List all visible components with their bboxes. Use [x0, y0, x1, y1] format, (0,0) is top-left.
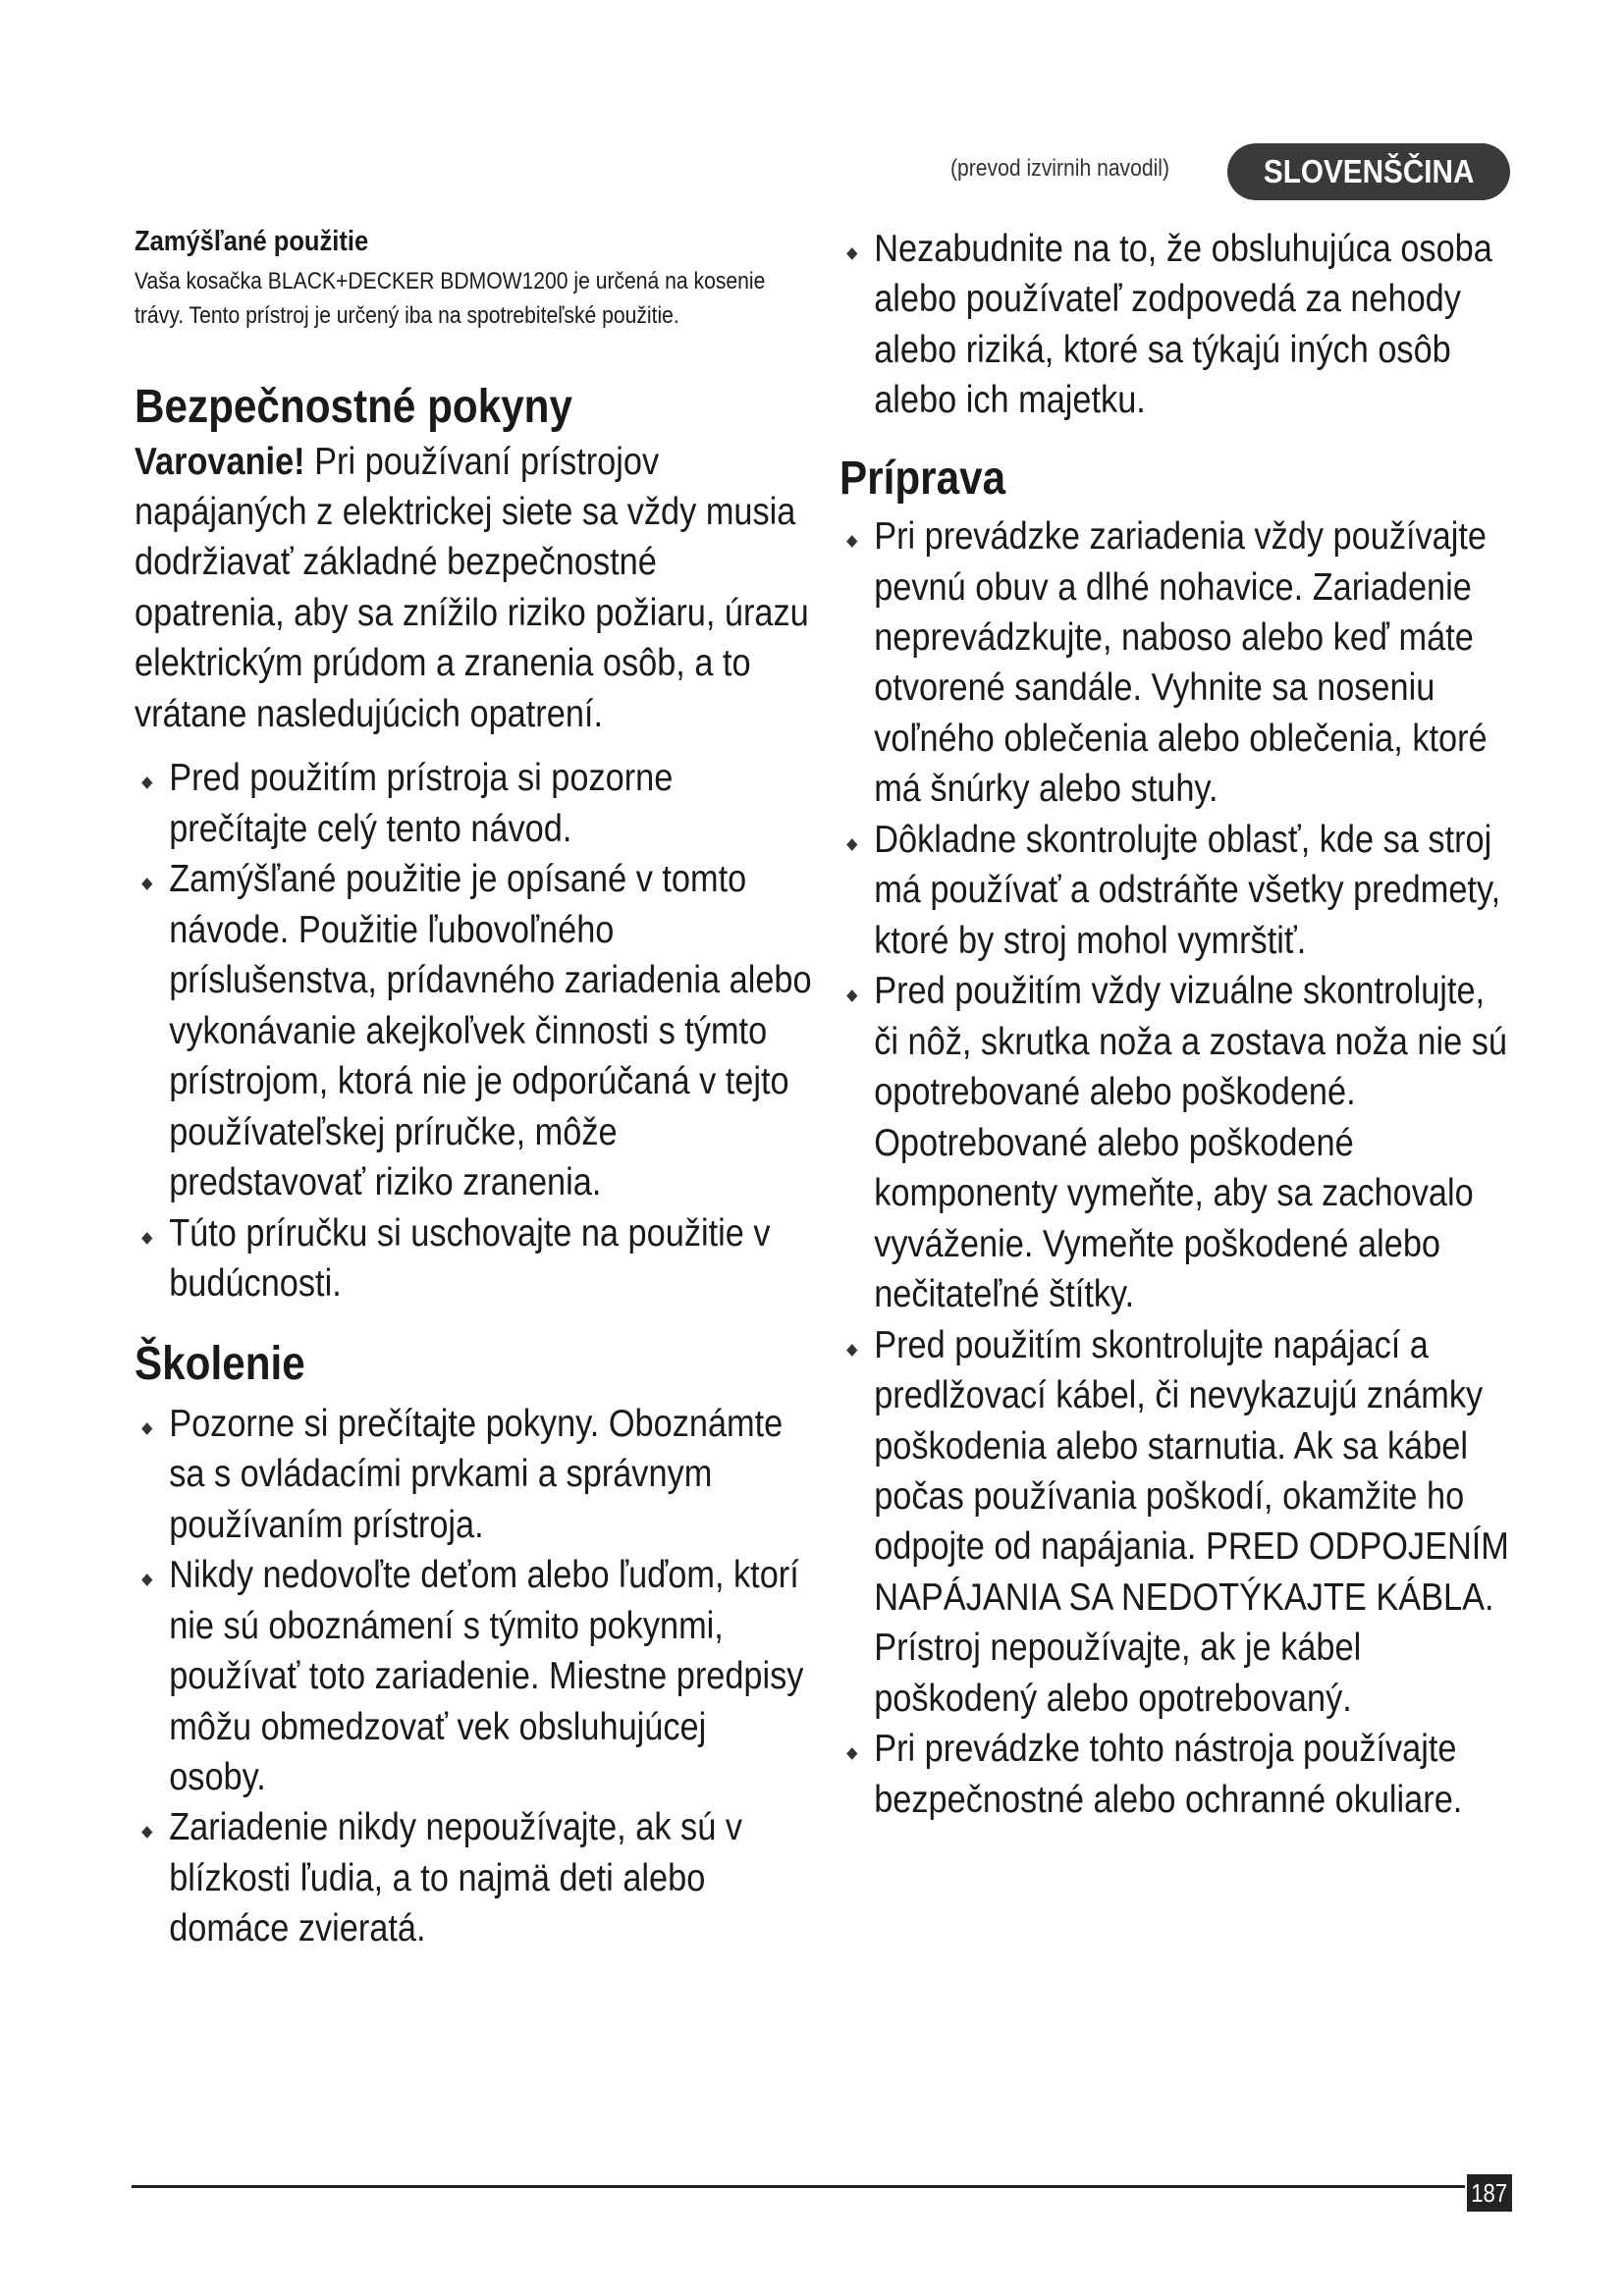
intended-use-text: Vaša kosačka BLACK+DECKER BDMOW1200 je určená na kosenie trávy. Tento prístroj je určený iba na spotrebiteľské použitie.	[135, 268, 766, 329]
training-title: Školenie	[135, 1337, 305, 1390]
list-item: Túto príručku si uschovajte na použitie v budúcnosti.	[135, 1208, 812, 1309]
preparation-section	[839, 452, 1517, 1825]
safety-section	[135, 380, 812, 1308]
list-item: Nikdy nedovoľte deťom alebo ľuďom, ktorí nie sú oboznámení s týmito pokynmi, používať toto zariadenie. Miestne predpisy môžu obmedzovať vek obsluhujúcej osoby.	[135, 1550, 812, 1802]
left-column	[135, 224, 812, 1954]
list-item: Pri prevádzke zariadenia vždy používajte pevnú obuv a dlhé nohavice. Zariadenie neprevádzkujte, naboso alebo keď máte otvorené sandále. Vyhnite sa noseniu voľného oblečenia alebo oblečenia, ktoré má šnúrky alebo stuhy.	[839, 511, 1517, 815]
intended-use-section	[135, 224, 812, 333]
preparation-title: Príprava	[839, 452, 1006, 505]
list-item: Pri prevádzke tohto nástroja používajte bezpečnostné alebo ochranné okuliare.	[839, 1724, 1517, 1825]
warning-text: Pri používaní prístrojov napájaných z elektrickej siete sa vždy musia dodržiavať základné bezpečnostné opatrenia, aby sa znížilo riziko požiaru, úrazu elektrickým prúdom a zranenia osôb, a to vrátane nasledujúcich opatrení.	[135, 440, 809, 735]
safety-title: Bezpečnostné pokyny	[135, 381, 572, 434]
language-label: SLOVENŠČINA	[1263, 153, 1475, 189]
safety-list	[135, 753, 812, 1308]
page-number: 187	[1471, 2177, 1508, 2208]
list-item: Dôkladne skontrolujte oblasť, kde sa stroj má používať a odstráňte všetky predmety, ktoré by stroj mohol vymrštiť.	[839, 815, 1517, 966]
right-column	[839, 224, 1517, 1825]
preparation-list	[839, 511, 1517, 1825]
training-list	[135, 1399, 812, 1954]
translation-note: (prevod izvirnih navodil)	[950, 155, 1170, 182]
footer-rule	[132, 2185, 1465, 2188]
safety-warning	[135, 437, 812, 740]
warning-label: Varovanie!	[135, 440, 305, 483]
list-item: Zariadenie nikdy nepoužívajte, ak sú v blízkosti ľudia, a to najmä deti alebo domáce zvieratá.	[135, 1802, 812, 1953]
list-item: Pred použitím prístroja si pozorne prečítajte celý tento návod.	[135, 753, 812, 854]
intended-use-title: Zamýšľané použitie	[135, 226, 369, 257]
list-item: Nezabudnite na to, že obsluhujúca osoba alebo používateľ zodpovedá za nehody alebo riziká, ktoré sa týkajú iných osôb alebo ich majetku.	[839, 224, 1517, 426]
list-item: Pozorne si prečítajte pokyny. Oboznámte sa s ovládacími prvkami a správnym používaním prístroja.	[135, 1399, 812, 1550]
training-section	[135, 1337, 812, 1954]
page-number-box	[1467, 2174, 1512, 2212]
list-item: Zamýšľané použitie je opísané v tomto návode. Použitie ľubovoľného príslušenstva, prídavného zariadenia alebo vykonávanie akejkoľvek činnosti s týmto prístrojom, ktorá nie je odporúčaná v tejto používateľskej príručke, môže predstavovať riziko zranenia.	[135, 854, 812, 1207]
language-badge	[1227, 143, 1510, 200]
list-item: Pred použitím skontrolujte napájací a predlžovací kábel, či nevykazujú známky poškodenia alebo starnutia. Ak sa kábel počas používania poškodí, okamžite ho odpojte od napájania. PRED ODPOJENÍM NAPÁJANIA SA NEDOTÝKAJTE KÁBLA. Prístroj nepoužívajte, ak je kábel poškodený alebo opotrebovaný.	[839, 1320, 1517, 1725]
training-list-continued	[839, 224, 1517, 426]
list-item: Pred použitím vždy vizuálne skontrolujte, či nôž, skrutka noža a zostava noža nie sú opotrebované alebo poškodené. Opotrebované alebo poškodené komponenty vymeňte, aby sa zachovalo vyváženie. Vymeňte poškodené alebo nečitateľné štítky.	[839, 966, 1517, 1319]
